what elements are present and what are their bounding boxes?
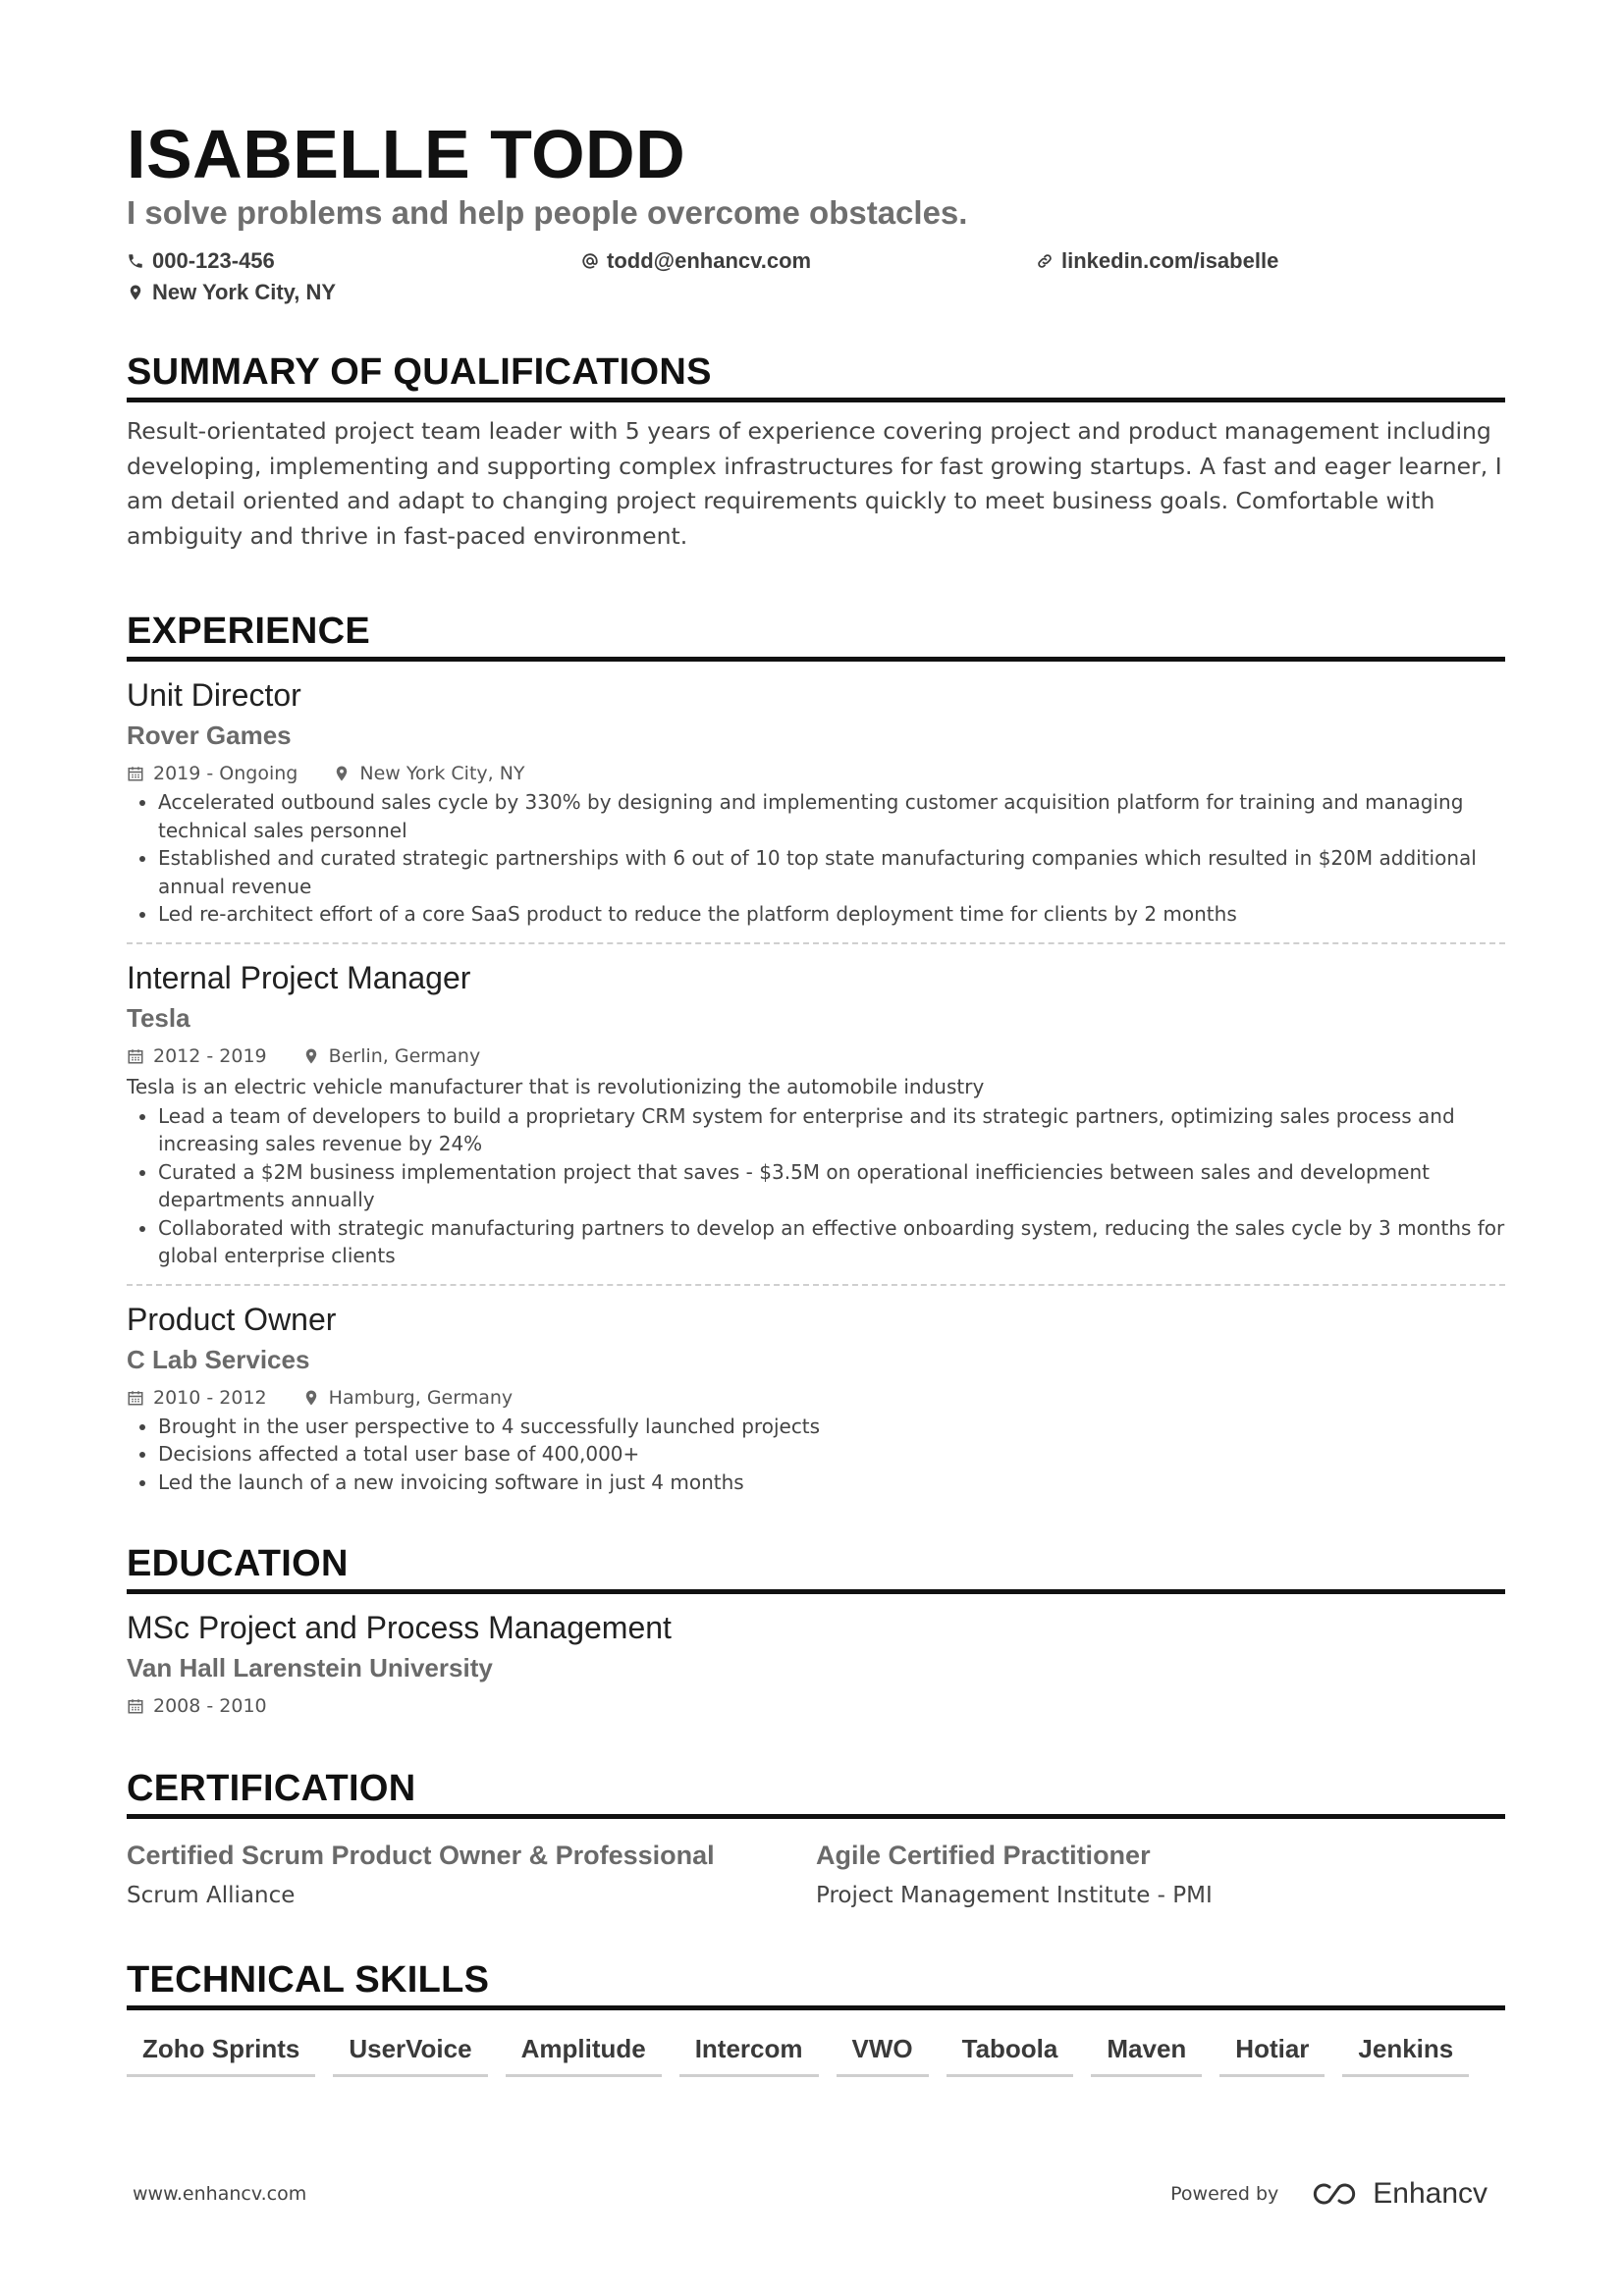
job-bullets (127, 788, 1505, 929)
degree: MSc Project and Process Management (127, 1610, 672, 1645)
skill-tag: Maven (1091, 2034, 1202, 2077)
skill-tag: Zoho Sprints (127, 2034, 315, 2077)
footer (133, 2177, 1488, 2211)
at-icon (581, 252, 599, 270)
bullet-item: • Brought in the user perspective to 4 successfully launched projects (158, 1413, 1505, 1441)
location-pin-icon (302, 1047, 320, 1065)
job-dates: 2010 - 2012 (153, 1386, 267, 1409)
job-meta (127, 1387, 1505, 1409)
certification-issuer: Project Management Institute - PMI (816, 1883, 1213, 1908)
section-title: SUMMARY OF QUALIFICATIONS (127, 351, 1505, 402)
skill-tag: UserVoice (333, 2034, 487, 2077)
job-description: Tesla is an electric vehicle manufacturer that is revolutionizing the automobile industry (127, 1074, 985, 1098)
skills-section (127, 1959, 1505, 2077)
education-section (127, 1543, 1505, 1717)
phone-contact (127, 245, 581, 277)
job-dates: 2012 - 2019 (153, 1044, 267, 1067)
email-contact[interactable] (581, 245, 1036, 277)
experience-section (127, 611, 1505, 1496)
skill-tag: Jenkins (1342, 2034, 1469, 2077)
skill-tag: Intercom (679, 2034, 819, 2077)
calendar-icon (127, 1697, 144, 1715)
section-title: CERTIFICATION (127, 1768, 1505, 1819)
email-text[interactable]: todd@enhancv.com (607, 248, 812, 273)
linkedin-text[interactable]: linkedin.com/isabelle (1061, 248, 1279, 273)
summary-text: Result-orientated project team leader with 5 years of experience covering project and product management including developing, implementing and supporting complex infrastructures for fast growing startups. A fast and eager learner, I am detail oriented and adapt to changing project requirements quickly to meet business goals. Comfortable with ambiguity and thrive in fast-paced environment. (127, 417, 1502, 550)
certification-item (816, 1841, 1505, 1908)
enhancv-logo-icon (1308, 2179, 1361, 2209)
summary-section (127, 351, 1505, 554)
calendar-icon (127, 765, 144, 782)
location-text: New York City, NY (152, 280, 337, 304)
job-entry (127, 1284, 1505, 1497)
link-icon (1036, 252, 1054, 270)
job-company: Rover Games (127, 721, 292, 750)
bullet-item: • Collaborated with strategic manufacturing partners to develop an effective onboarding system, reducing the sales cycle by 3 months for global enterprise clients (158, 1214, 1505, 1270)
calendar-icon (127, 1047, 144, 1065)
job-role: Product Owner (127, 1301, 337, 1337)
skill-tag: Hotiar (1219, 2034, 1325, 2077)
certification-item (127, 1841, 816, 1908)
bullet-item: • Established and curated strategic partnerships with 6 out of 10 top state manufacturing companies which resulted in $20M additional annual revenue (158, 844, 1505, 900)
job-bullets (127, 1413, 1505, 1497)
bullet-item: • Led the launch of a new invoicing software in just 4 months (158, 1468, 1505, 1497)
phone-icon (127, 252, 144, 270)
job-location: Berlin, Germany (328, 1044, 481, 1067)
brand-name: Enhancv (1373, 2177, 1488, 2210)
location-pin-icon (302, 1389, 320, 1407)
job-location: Hamburg, Germany (328, 1386, 514, 1409)
candidate-name: ISABELLE TODD (127, 116, 686, 192)
skill-tag: VWO (837, 2034, 929, 2077)
section-title: TECHNICAL SKILLS (127, 1959, 1505, 2010)
certification-name: Certified Scrum Product Owner & Professional (127, 1841, 715, 1870)
certification-name: Agile Certified Practitioner (816, 1841, 1151, 1870)
job-company: Tesla (127, 1002, 190, 1033)
job-role: Unit Director (127, 677, 301, 713)
skill-tag: Amplitude (506, 2034, 662, 2077)
skills-list (127, 2034, 1505, 2077)
school: Van Hall Larenstein University (127, 1653, 493, 1682)
education-dates: 2008 - 2010 (153, 1695, 267, 1717)
certification-issuer: Scrum Alliance (127, 1883, 296, 1908)
powered-by-text: Powered by (1170, 2183, 1279, 2205)
job-role: Internal Project Manager (127, 959, 471, 995)
location-pin-icon (127, 284, 144, 301)
tagline: I solve problems and help people overcome obstacles. (127, 194, 968, 231)
job-location: New York City, NY (359, 763, 525, 784)
job-meta (127, 1045, 1505, 1067)
resume-page (127, 106, 1505, 2077)
bullet-item: • Accelerated outbound sales cycle by 330% by designing and implementing customer acquisition platform for training and managing technical sales personnel (158, 788, 1505, 844)
job-bullets (127, 1102, 1505, 1270)
skill-tag: Taboola (947, 2034, 1074, 2077)
enhancv-logo[interactable] (1308, 2177, 1488, 2211)
job-entry (127, 942, 1505, 1270)
bullet-item: • Lead a team of developers to build a proprietary CRM system for enterprise and its strategic partners, optimizing sales process and increasing sales revenue by 24% (158, 1102, 1505, 1158)
contact-info (127, 245, 1505, 308)
job-company: C Lab Services (127, 1344, 310, 1374)
job-entry (127, 662, 1505, 929)
education-meta (127, 1695, 1505, 1717)
bullet-item: • Curated a $2M business implementation project that saves - $3.5M on operational inefficiencies between sales and development departments annually (158, 1158, 1505, 1214)
location-contact (127, 277, 581, 308)
footer-website[interactable]: www.enhancv.com (133, 2183, 307, 2205)
job-meta (127, 763, 1505, 784)
education-entry (127, 1594, 1505, 1717)
bullet-item: • Led re-architect effort of a core SaaS product to reduce the platform deployment time for clients by 2 months (158, 900, 1505, 929)
bullet-item: • Decisions affected a total user base of 400,000+ (158, 1440, 1505, 1468)
linkedin-contact[interactable] (1036, 245, 1490, 277)
job-dates: 2019 - Ongoing (153, 763, 298, 784)
section-title: EDUCATION (127, 1543, 1505, 1594)
certification-section (127, 1768, 1505, 1908)
footer-branding (1170, 2177, 1488, 2211)
location-pin-icon (333, 765, 351, 782)
calendar-icon (127, 1389, 144, 1407)
phone-text: 000-123-456 (152, 248, 275, 273)
section-title: EXPERIENCE (127, 611, 1505, 662)
